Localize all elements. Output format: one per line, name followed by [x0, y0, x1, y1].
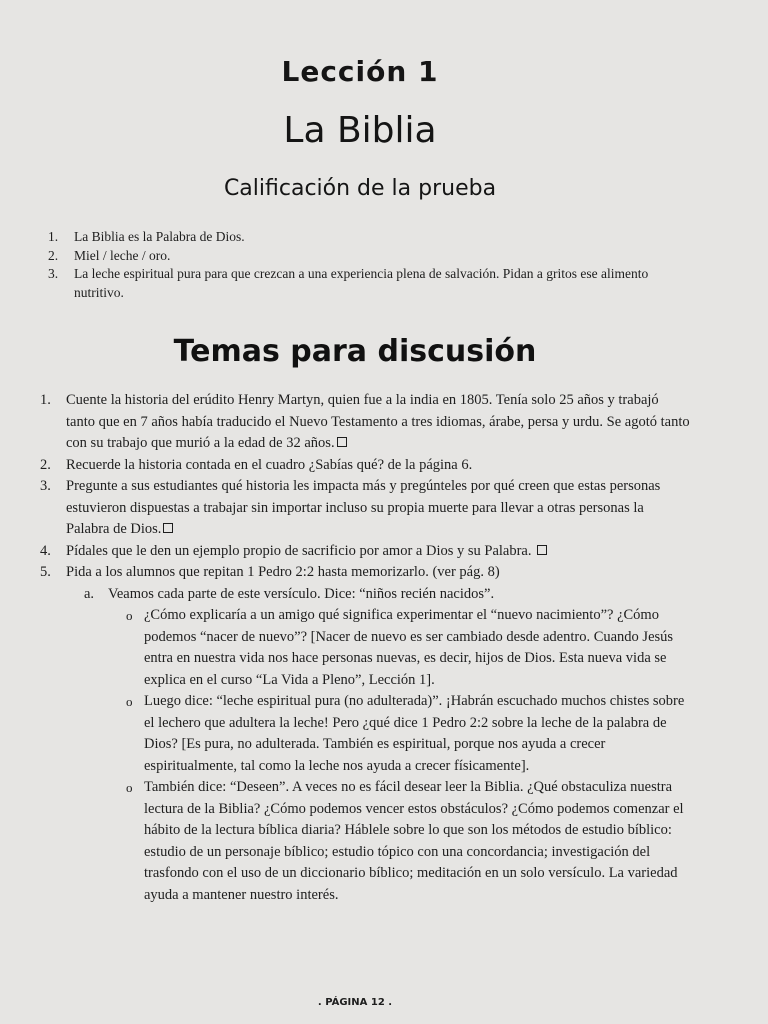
item-number: 1. — [40, 392, 51, 408]
item-number: 5. — [40, 564, 51, 580]
answer-key-list — [48, 228, 698, 302]
list-item — [126, 777, 690, 906]
item-text: Pida a los alumnos que repitan 1 Pedro 2:2 hasta memorizarlo. (ver pág. 8) — [66, 564, 500, 580]
checkbox-square-icon — [537, 545, 547, 555]
checkbox-square-icon — [337, 437, 347, 447]
lesson-number: Lección 1 — [281, 55, 439, 88]
bullet-text: Luego dice: “leche espiritual pura (no adulterada)”. ¡Habrán escuchado muchos chistes sobre el lechero que adultera la leche! Pero ¿qué dice 1 Pedro 2:2 sobre la leche de la palabra de Dios? [Es pura, no adulterada. También es espiritual, porque nos ayuda a crecer espiritualmente, tal como la leche nos ayuda a crecer físicamente]. — [144, 693, 685, 774]
item-text: La Biblia es la Palabra de Dios. — [74, 229, 245, 244]
list-item — [48, 265, 698, 302]
checkbox-square-icon — [163, 523, 173, 533]
list-item — [40, 562, 690, 906]
bullet-text: ¿Cómo explicaría a un amigo qué significa experimentar el “nuevo nacimiento”? ¿Cómo podemos “nacer de nuevo”? [Nacer de nuevo es ser cambiado desde adentro. Cuando Jesús entra en nuestra vida nos hace personas nuevas, es decir, hijos de Dios. Esta nueva vida se explica en el curso “La Vida a Pleno”, Lección 1]. — [144, 607, 674, 688]
list-item — [48, 247, 698, 266]
item-text: La leche espiritual pura para que crezcan a una experiencia plena de salvación. Pidan a gritos ese alimento nutritivo. — [74, 266, 649, 300]
bullet-icon: o — [126, 780, 133, 795]
bullet-list — [126, 605, 690, 906]
page-footer: . PÁGINA 12 . — [317, 997, 393, 1008]
list-item — [48, 228, 698, 247]
item-number: 2. — [48, 247, 59, 263]
item-number: 2. — [40, 456, 51, 473]
list-item — [40, 476, 690, 541]
list-item — [126, 605, 690, 691]
page-subtitle: Calificación de la prueba — [223, 176, 497, 201]
item-number: 1. — [48, 229, 59, 244]
list-item — [40, 455, 690, 477]
page-title: La Biblia — [283, 110, 437, 151]
list-item — [40, 390, 690, 455]
bullet-icon: o — [126, 608, 133, 623]
item-number: 3. — [48, 266, 59, 281]
bullet-icon: o — [126, 694, 133, 709]
item-text: Cuente la historia del erúdito Henry Martyn, quien fue a la india en 1805. Tenía solo 25 años y trabajó tanto que en 7 años había traducido el Nuevo Testamento a tres idiomas, árabe, persa y urdu. Se agotó tanto con su trabajo que murió a la edad de 32 años. — [66, 392, 690, 451]
section-title: Temas para discusión — [173, 334, 537, 369]
list-item — [126, 691, 690, 777]
sub-item-a — [84, 584, 690, 606]
bullet-text: También dice: “Deseen”. A veces no es fácil desear leer la Biblia. ¿Qué obstaculiza nuestra lectura de la Biblia? ¿Cómo podemos vencer estos obstáculos? ¿Cómo podemos comenzar el hábito de la lectura bíblica diaria? Háblele sobre lo que son los métodos de estudio bíblico: estudio de un personaje bíblico; estudio tópico con una concordancia; investigación del trasfondo con el uso de un diccionario bíblico; meditación en un solo versículo. La variedad ayuda a mantener nuestro interés. — [144, 779, 684, 903]
item-text: Miel / leche / oro. — [74, 247, 171, 263]
item-number: 4. — [40, 542, 51, 559]
item-text: Veamos cada parte de este versículo. Dice: “niños recién nacidos”. — [108, 585, 495, 602]
item-number: 3. — [40, 478, 51, 494]
list-item — [40, 541, 690, 563]
discussion-list — [40, 390, 690, 906]
item-letter: a. — [84, 585, 95, 602]
item-text: Pregunte a sus estudiantes qué historia les impacta más y pregúnteles por qué creen que estas personas estuvieron dispuestas a trabajar sin importar incluso su propia muerte para llevar a otras personas la Palabra de Dios. — [66, 478, 661, 537]
item-text: Recuerde la historia contada en el cuadro ¿Sabías qué? de la página 6. — [66, 456, 473, 473]
item-text: Pídales que le den un ejemplo propio de sacrificio por amor a Dios y su Palabra. — [66, 542, 532, 559]
